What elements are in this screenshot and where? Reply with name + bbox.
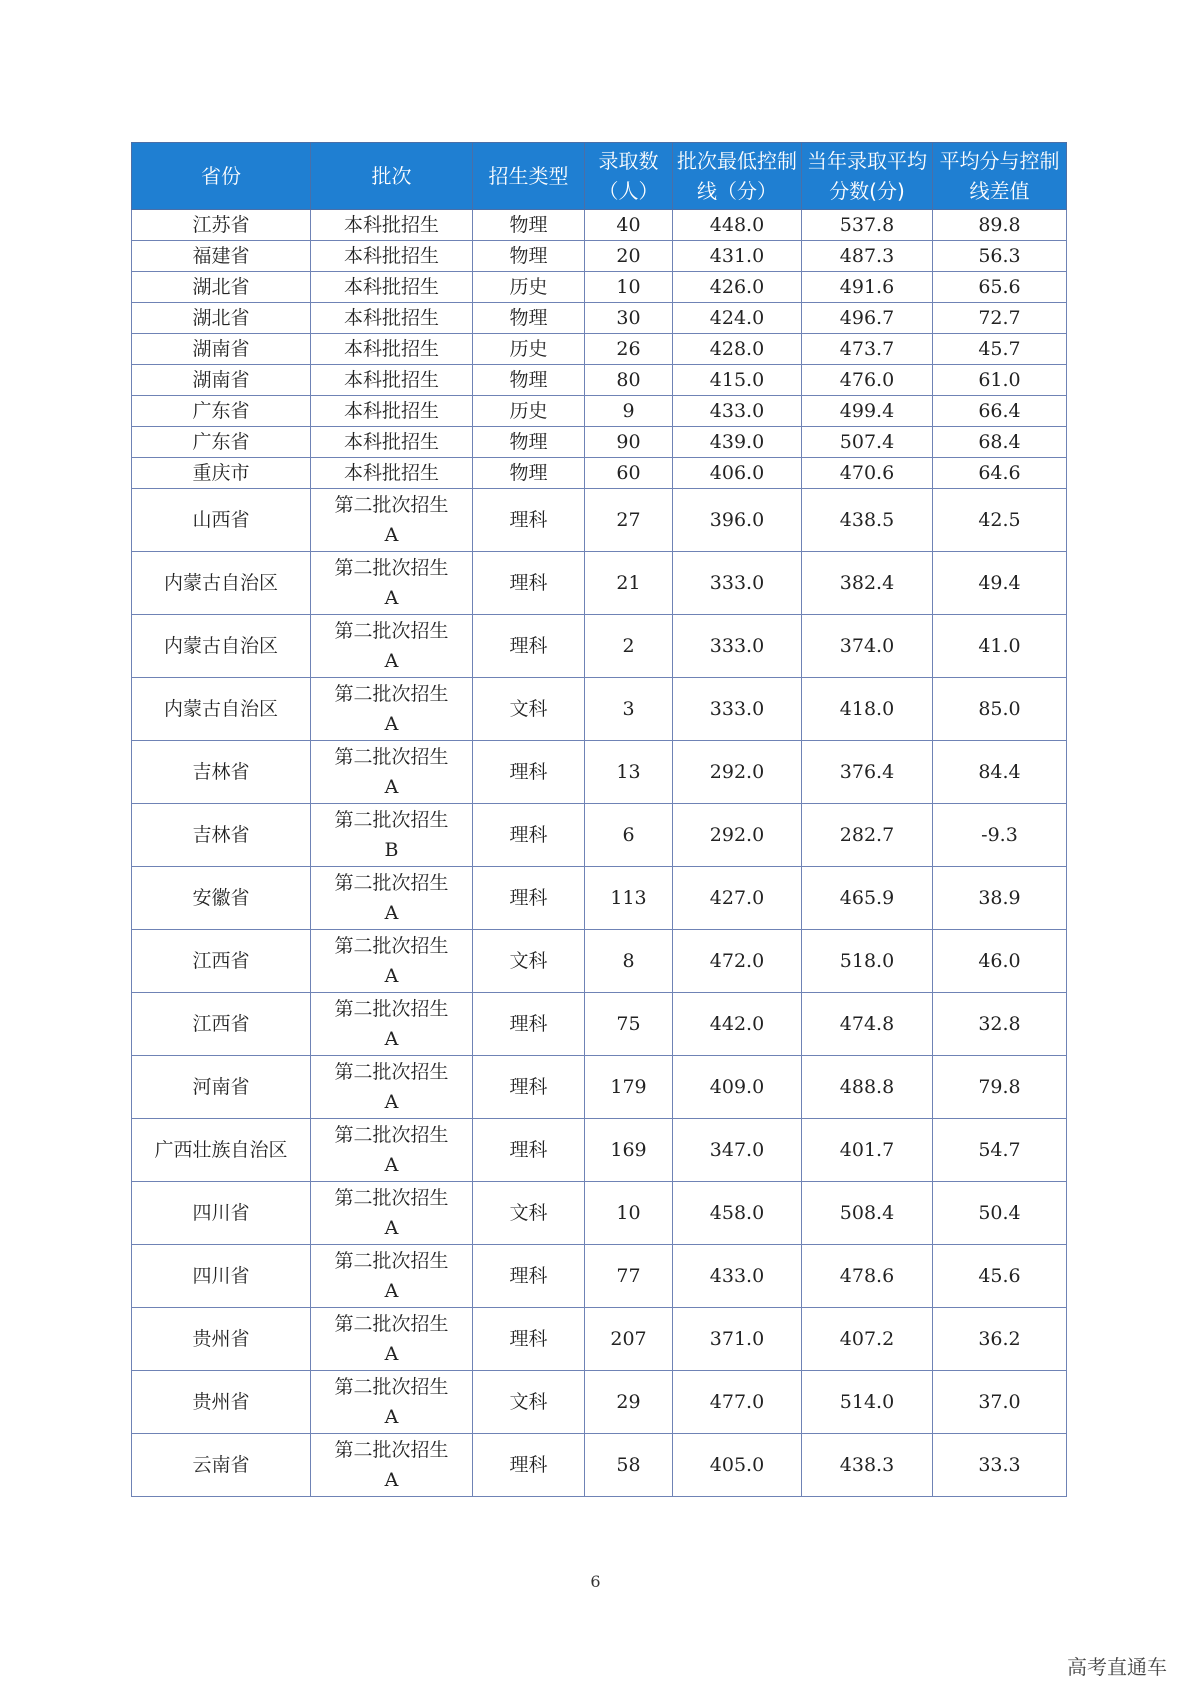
cell-batch bbox=[311, 427, 473, 458]
cell-avg: 438.5 bbox=[802, 489, 933, 552]
cell-min-line: 439.0 bbox=[673, 427, 802, 458]
cell-province: 山西省 bbox=[132, 489, 311, 552]
cell-count: 58 bbox=[585, 1434, 673, 1497]
cell-type: 理科 bbox=[473, 1434, 585, 1497]
cell-batch bbox=[311, 1119, 473, 1182]
cell-type: 理科 bbox=[473, 993, 585, 1056]
cell-type: 理科 bbox=[473, 1245, 585, 1308]
cell-batch bbox=[311, 458, 473, 489]
cell-batch bbox=[311, 396, 473, 427]
cell-count: 21 bbox=[585, 552, 673, 615]
cell-diff: 41.0 bbox=[933, 615, 1067, 678]
cell-province: 贵州省 bbox=[132, 1308, 311, 1371]
cell-diff: 50.4 bbox=[933, 1182, 1067, 1245]
cell-avg: 507.4 bbox=[802, 427, 933, 458]
cell-batch-suffix: A bbox=[384, 965, 399, 987]
cell-province: 安徽省 bbox=[132, 867, 311, 930]
cell-min-line: 406.0 bbox=[673, 458, 802, 489]
cell-avg: 487.3 bbox=[802, 241, 933, 272]
table-row bbox=[132, 552, 1067, 615]
cell-avg: 465.9 bbox=[802, 867, 933, 930]
cell-batch bbox=[311, 334, 473, 365]
cell-type: 物理 bbox=[473, 241, 585, 272]
cell-batch-name: 第二批次招生 bbox=[334, 872, 449, 894]
cell-type: 理科 bbox=[473, 615, 585, 678]
cell-count: 13 bbox=[585, 741, 673, 804]
cell-avg: 537.8 bbox=[802, 210, 933, 241]
table-row bbox=[132, 458, 1067, 489]
cell-batch bbox=[311, 489, 473, 552]
cell-batch-suffix: A bbox=[384, 1091, 399, 1113]
cell-batch-suffix: A bbox=[384, 1280, 399, 1302]
cell-count: 179 bbox=[585, 1056, 673, 1119]
cell-diff: 56.3 bbox=[933, 241, 1067, 272]
cell-province: 湖南省 bbox=[132, 365, 311, 396]
cell-type: 理科 bbox=[473, 867, 585, 930]
cell-province: 广西壮族自治区 bbox=[132, 1119, 311, 1182]
cell-batch bbox=[311, 678, 473, 741]
cell-batch bbox=[311, 303, 473, 334]
cell-batch bbox=[311, 1308, 473, 1371]
cell-diff: 36.2 bbox=[933, 1308, 1067, 1371]
table-row bbox=[132, 678, 1067, 741]
cell-batch-suffix: A bbox=[384, 1154, 399, 1176]
cell-batch-name: 第二批次招生 bbox=[334, 746, 449, 768]
cell-diff: 85.0 bbox=[933, 678, 1067, 741]
table-row bbox=[132, 1308, 1067, 1371]
cell-batch bbox=[311, 993, 473, 1056]
cell-type: 理科 bbox=[473, 1308, 585, 1371]
cell-batch-suffix: A bbox=[384, 1469, 399, 1491]
cell-batch-name: 第二批次招生 bbox=[334, 1250, 449, 1272]
cell-batch-name: 第二批次招生 bbox=[334, 1313, 449, 1335]
cell-batch-name: 第二批次招生 bbox=[334, 935, 449, 957]
cell-batch bbox=[311, 210, 473, 241]
cell-avg: 438.3 bbox=[802, 1434, 933, 1497]
cell-min-line: 371.0 bbox=[673, 1308, 802, 1371]
cell-min-line: 424.0 bbox=[673, 303, 802, 334]
cell-count: 90 bbox=[585, 427, 673, 458]
cell-batch-suffix: A bbox=[384, 1406, 399, 1428]
cell-count: 80 bbox=[585, 365, 673, 396]
cell-avg: 508.4 bbox=[802, 1182, 933, 1245]
cell-diff: 45.6 bbox=[933, 1245, 1067, 1308]
cell-min-line: 396.0 bbox=[673, 489, 802, 552]
cell-min-line: 333.0 bbox=[673, 615, 802, 678]
cell-diff: 89.8 bbox=[933, 210, 1067, 241]
cell-province: 河南省 bbox=[132, 1056, 311, 1119]
cell-batch-name: 本科批招生 bbox=[343, 400, 439, 422]
cell-type: 文科 bbox=[473, 930, 585, 993]
cell-count: 6 bbox=[585, 804, 673, 867]
cell-type: 物理 bbox=[473, 210, 585, 241]
cell-type: 理科 bbox=[473, 741, 585, 804]
cell-avg: 514.0 bbox=[802, 1371, 933, 1434]
cell-batch-name: 第二批次招生 bbox=[334, 1376, 449, 1398]
cell-min-line: 433.0 bbox=[673, 396, 802, 427]
admission-table bbox=[131, 142, 1067, 1497]
header-diff: 平均分与控制线差值 bbox=[933, 143, 1067, 210]
table-row bbox=[132, 741, 1067, 804]
cell-min-line: 472.0 bbox=[673, 930, 802, 993]
cell-batch-name: 本科批招生 bbox=[343, 369, 439, 391]
table-row bbox=[132, 489, 1067, 552]
header-batch: 批次 bbox=[311, 143, 473, 210]
cell-min-line: 458.0 bbox=[673, 1182, 802, 1245]
cell-count: 3 bbox=[585, 678, 673, 741]
cell-diff: 45.7 bbox=[933, 334, 1067, 365]
cell-min-line: 415.0 bbox=[673, 365, 802, 396]
cell-diff: 32.8 bbox=[933, 993, 1067, 1056]
cell-count: 113 bbox=[585, 867, 673, 930]
header-province: 省份 bbox=[132, 143, 311, 210]
cell-type: 历史 bbox=[473, 396, 585, 427]
cell-min-line: 405.0 bbox=[673, 1434, 802, 1497]
cell-province: 江西省 bbox=[132, 930, 311, 993]
table-row bbox=[132, 1371, 1067, 1434]
cell-type: 物理 bbox=[473, 365, 585, 396]
cell-count: 207 bbox=[585, 1308, 673, 1371]
table-body bbox=[132, 210, 1067, 1497]
cell-count: 20 bbox=[585, 241, 673, 272]
cell-province: 广东省 bbox=[132, 396, 311, 427]
cell-min-line: 333.0 bbox=[673, 552, 802, 615]
cell-batch-name: 本科批招生 bbox=[343, 245, 439, 267]
cell-batch-suffix: A bbox=[384, 713, 399, 735]
cell-batch bbox=[311, 804, 473, 867]
cell-batch-name: 第二批次招生 bbox=[334, 1124, 449, 1146]
cell-type: 历史 bbox=[473, 272, 585, 303]
cell-count: 8 bbox=[585, 930, 673, 993]
table-row bbox=[132, 993, 1067, 1056]
cell-batch-name: 第二批次招生 bbox=[334, 998, 449, 1020]
cell-avg: 499.4 bbox=[802, 396, 933, 427]
cell-province: 湖南省 bbox=[132, 334, 311, 365]
cell-batch-suffix: A bbox=[384, 1028, 399, 1050]
page-number: 6 bbox=[590, 1572, 601, 1591]
cell-batch bbox=[311, 1182, 473, 1245]
cell-province: 江苏省 bbox=[132, 210, 311, 241]
cell-diff: 65.6 bbox=[933, 272, 1067, 303]
cell-type: 文科 bbox=[473, 678, 585, 741]
cell-diff: 33.3 bbox=[933, 1434, 1067, 1497]
table-row bbox=[132, 804, 1067, 867]
cell-diff: -9.3 bbox=[933, 804, 1067, 867]
cell-avg: 518.0 bbox=[802, 930, 933, 993]
cell-avg: 491.6 bbox=[802, 272, 933, 303]
cell-avg: 418.0 bbox=[802, 678, 933, 741]
cell-min-line: 448.0 bbox=[673, 210, 802, 241]
table-row bbox=[132, 303, 1067, 334]
cell-batch-name: 第二批次招生 bbox=[334, 1061, 449, 1083]
cell-count: 77 bbox=[585, 1245, 673, 1308]
table-header-row bbox=[132, 143, 1067, 210]
cell-batch-name: 本科批招生 bbox=[343, 307, 439, 329]
cell-province: 云南省 bbox=[132, 1434, 311, 1497]
cell-count: 2 bbox=[585, 615, 673, 678]
header-count: 录取数（人） bbox=[585, 143, 673, 210]
cell-min-line: 333.0 bbox=[673, 678, 802, 741]
cell-avg: 496.7 bbox=[802, 303, 933, 334]
cell-type: 理科 bbox=[473, 1056, 585, 1119]
cell-batch-suffix: A bbox=[384, 1343, 399, 1365]
cell-min-line: 427.0 bbox=[673, 867, 802, 930]
cell-batch-name: 第二批次招生 bbox=[334, 1439, 449, 1461]
cell-diff: 37.0 bbox=[933, 1371, 1067, 1434]
cell-avg: 407.2 bbox=[802, 1308, 933, 1371]
cell-min-line: 428.0 bbox=[673, 334, 802, 365]
cell-batch-name: 第二批次招生 bbox=[334, 494, 449, 516]
cell-avg: 478.6 bbox=[802, 1245, 933, 1308]
cell-min-line: 292.0 bbox=[673, 804, 802, 867]
table-row bbox=[132, 867, 1067, 930]
table-row bbox=[132, 241, 1067, 272]
cell-batch-suffix: A bbox=[384, 776, 399, 798]
cell-batch-name: 第二批次招生 bbox=[334, 620, 449, 642]
cell-count: 40 bbox=[585, 210, 673, 241]
cell-province: 贵州省 bbox=[132, 1371, 311, 1434]
cell-province: 四川省 bbox=[132, 1182, 311, 1245]
cell-type: 理科 bbox=[473, 804, 585, 867]
cell-type: 文科 bbox=[473, 1371, 585, 1434]
cell-diff: 42.5 bbox=[933, 489, 1067, 552]
table-row bbox=[132, 272, 1067, 303]
table-row bbox=[132, 396, 1067, 427]
cell-batch-name: 第二批次招生 bbox=[334, 809, 449, 831]
cell-batch bbox=[311, 615, 473, 678]
cell-batch-name: 第二批次招生 bbox=[334, 683, 449, 705]
cell-batch-name: 本科批招生 bbox=[343, 214, 439, 236]
cell-batch-suffix: A bbox=[384, 650, 399, 672]
cell-diff: 49.4 bbox=[933, 552, 1067, 615]
table-row bbox=[132, 210, 1067, 241]
cell-diff: 64.6 bbox=[933, 458, 1067, 489]
cell-count: 26 bbox=[585, 334, 673, 365]
cell-diff: 66.4 bbox=[933, 396, 1067, 427]
cell-batch bbox=[311, 241, 473, 272]
table-row bbox=[132, 334, 1067, 365]
cell-batch bbox=[311, 1371, 473, 1434]
table-row bbox=[132, 615, 1067, 678]
cell-diff: 61.0 bbox=[933, 365, 1067, 396]
table-row bbox=[132, 1434, 1067, 1497]
cell-province: 湖北省 bbox=[132, 272, 311, 303]
cell-min-line: 292.0 bbox=[673, 741, 802, 804]
header-type: 招生类型 bbox=[473, 143, 585, 210]
cell-batch bbox=[311, 552, 473, 615]
table-row bbox=[132, 427, 1067, 458]
cell-type: 历史 bbox=[473, 334, 585, 365]
cell-avg: 382.4 bbox=[802, 552, 933, 615]
cell-batch-suffix: A bbox=[384, 1217, 399, 1239]
cell-type: 物理 bbox=[473, 303, 585, 334]
cell-type: 物理 bbox=[473, 458, 585, 489]
cell-diff: 68.4 bbox=[933, 427, 1067, 458]
cell-batch bbox=[311, 930, 473, 993]
table-row bbox=[132, 1119, 1067, 1182]
cell-count: 9 bbox=[585, 396, 673, 427]
cell-batch-suffix: A bbox=[384, 587, 399, 609]
cell-batch-name: 第二批次招生 bbox=[334, 557, 449, 579]
cell-type: 物理 bbox=[473, 427, 585, 458]
cell-min-line: 433.0 bbox=[673, 1245, 802, 1308]
cell-batch bbox=[311, 867, 473, 930]
header-avg: 当年录取平均分数(分) bbox=[802, 143, 933, 210]
table-row bbox=[132, 365, 1067, 396]
cell-min-line: 431.0 bbox=[673, 241, 802, 272]
cell-batch bbox=[311, 365, 473, 396]
cell-min-line: 477.0 bbox=[673, 1371, 802, 1434]
cell-min-line: 426.0 bbox=[673, 272, 802, 303]
cell-type: 文科 bbox=[473, 1182, 585, 1245]
cell-batch-name: 第二批次招生 bbox=[334, 1187, 449, 1209]
cell-province: 吉林省 bbox=[132, 804, 311, 867]
watermark: 高考直通车 bbox=[1067, 1655, 1167, 1679]
cell-batch-suffix: B bbox=[384, 839, 399, 861]
cell-type: 理科 bbox=[473, 489, 585, 552]
cell-batch-name: 本科批招生 bbox=[343, 276, 439, 298]
cell-batch-suffix: A bbox=[384, 524, 399, 546]
cell-province: 湖北省 bbox=[132, 303, 311, 334]
cell-batch bbox=[311, 1434, 473, 1497]
cell-avg: 476.0 bbox=[802, 365, 933, 396]
cell-diff: 46.0 bbox=[933, 930, 1067, 993]
cell-count: 75 bbox=[585, 993, 673, 1056]
cell-min-line: 409.0 bbox=[673, 1056, 802, 1119]
cell-province: 吉林省 bbox=[132, 741, 311, 804]
cell-min-line: 347.0 bbox=[673, 1119, 802, 1182]
cell-avg: 474.8 bbox=[802, 993, 933, 1056]
cell-province: 福建省 bbox=[132, 241, 311, 272]
cell-count: 29 bbox=[585, 1371, 673, 1434]
cell-batch bbox=[311, 741, 473, 804]
table-row bbox=[132, 1182, 1067, 1245]
cell-avg: 376.4 bbox=[802, 741, 933, 804]
cell-count: 10 bbox=[585, 1182, 673, 1245]
cell-count: 30 bbox=[585, 303, 673, 334]
cell-batch-name: 本科批招生 bbox=[343, 462, 439, 484]
cell-province: 内蒙古自治区 bbox=[132, 678, 311, 741]
cell-avg: 488.8 bbox=[802, 1056, 933, 1119]
cell-count: 60 bbox=[585, 458, 673, 489]
cell-batch bbox=[311, 1245, 473, 1308]
cell-province: 内蒙古自治区 bbox=[132, 552, 311, 615]
cell-min-line: 442.0 bbox=[673, 993, 802, 1056]
cell-batch-name: 本科批招生 bbox=[343, 338, 439, 360]
table-row bbox=[132, 930, 1067, 993]
cell-batch-suffix: A bbox=[384, 902, 399, 924]
cell-diff: 84.4 bbox=[933, 741, 1067, 804]
cell-count: 10 bbox=[585, 272, 673, 303]
cell-avg: 401.7 bbox=[802, 1119, 933, 1182]
header-min-line: 批次最低控制线（分） bbox=[673, 143, 802, 210]
cell-count: 169 bbox=[585, 1119, 673, 1182]
cell-province: 广东省 bbox=[132, 427, 311, 458]
cell-province: 四川省 bbox=[132, 1245, 311, 1308]
cell-avg: 282.7 bbox=[802, 804, 933, 867]
table-row bbox=[132, 1245, 1067, 1308]
cell-diff: 54.7 bbox=[933, 1119, 1067, 1182]
cell-province: 内蒙古自治区 bbox=[132, 615, 311, 678]
cell-diff: 38.9 bbox=[933, 867, 1067, 930]
admission-table-container bbox=[131, 142, 1066, 1497]
cell-avg: 470.6 bbox=[802, 458, 933, 489]
cell-count: 27 bbox=[585, 489, 673, 552]
cell-type: 理科 bbox=[473, 552, 585, 615]
cell-batch bbox=[311, 1056, 473, 1119]
cell-avg: 374.0 bbox=[802, 615, 933, 678]
cell-type: 理科 bbox=[473, 1119, 585, 1182]
cell-province: 江西省 bbox=[132, 993, 311, 1056]
cell-batch-name: 本科批招生 bbox=[343, 431, 439, 453]
cell-province: 重庆市 bbox=[132, 458, 311, 489]
cell-diff: 79.8 bbox=[933, 1056, 1067, 1119]
table-row bbox=[132, 1056, 1067, 1119]
cell-batch bbox=[311, 272, 473, 303]
cell-avg: 473.7 bbox=[802, 334, 933, 365]
cell-diff: 72.7 bbox=[933, 303, 1067, 334]
